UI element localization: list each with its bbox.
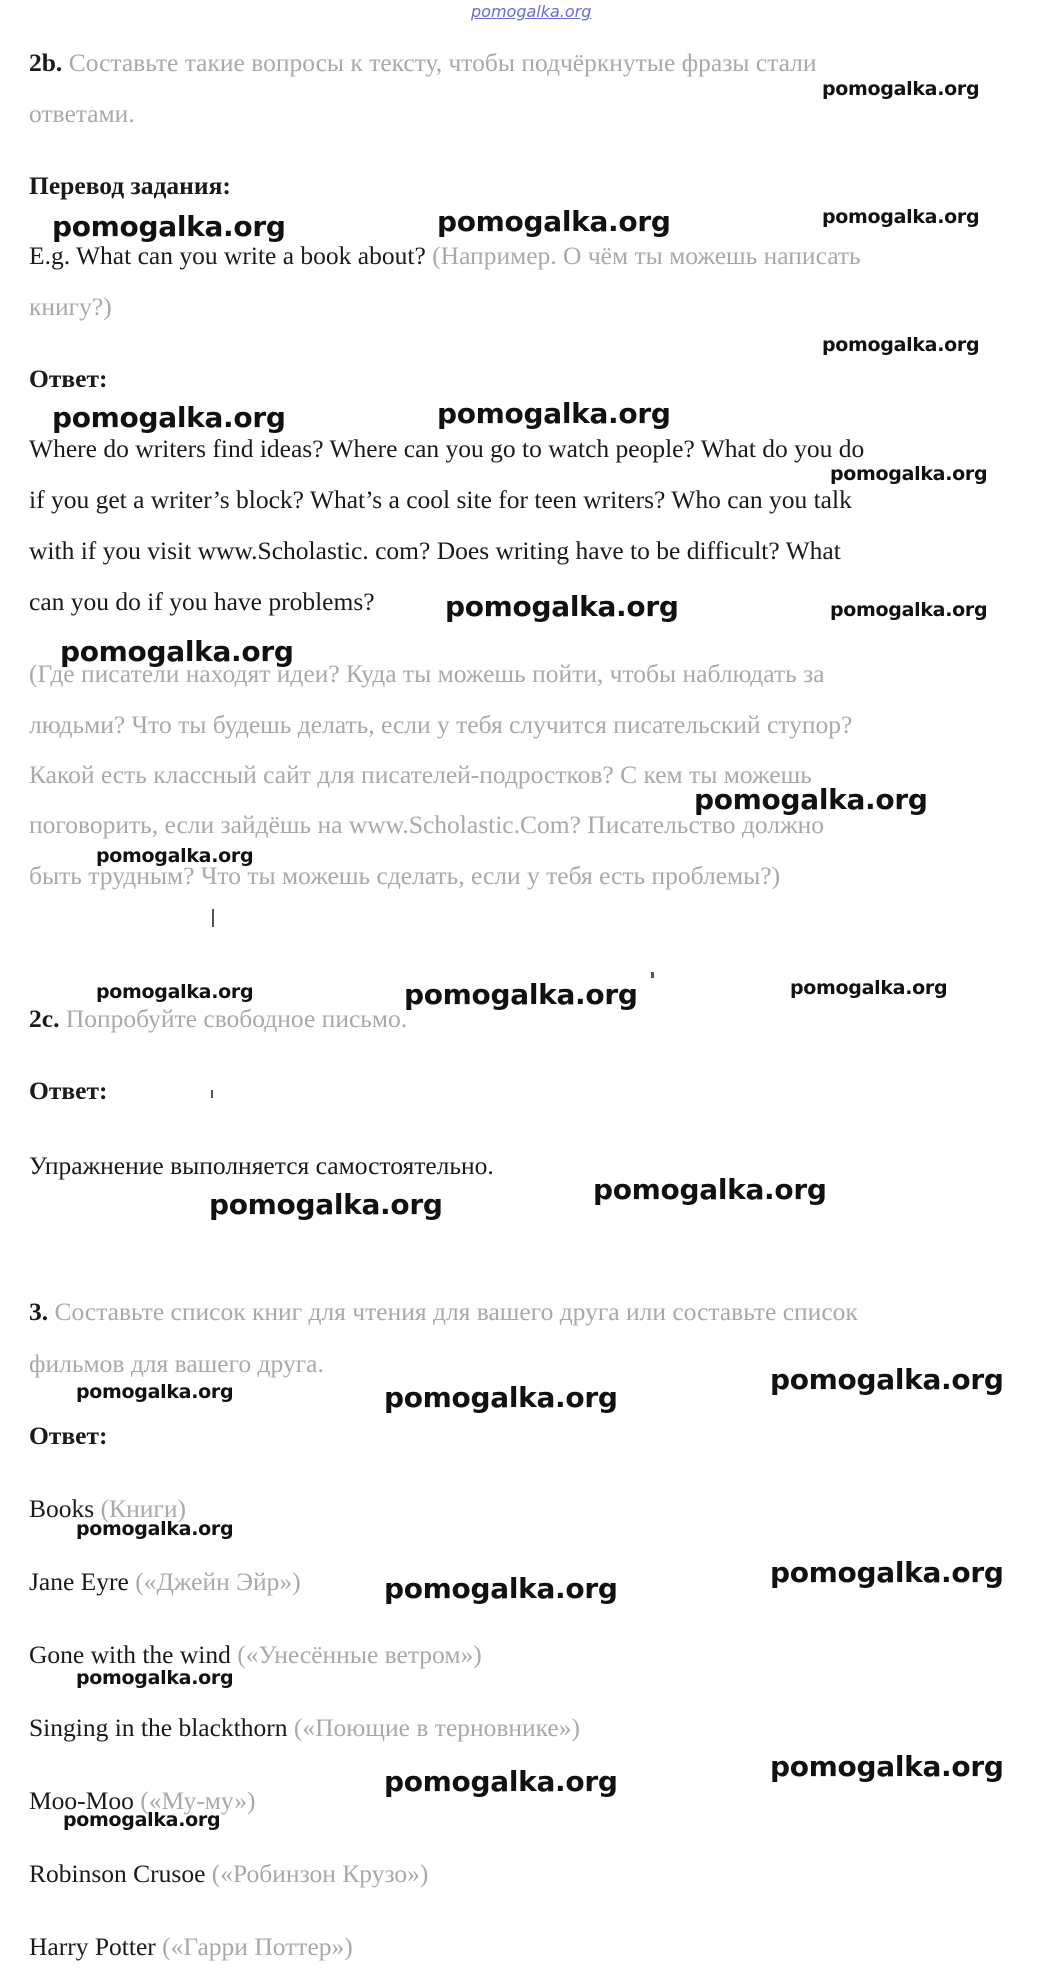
watermark: pomogalka.org	[76, 1667, 234, 1689]
watermark: pomogalka.org	[404, 978, 638, 1011]
item-en: Singing in the blackthorn	[29, 1713, 288, 1742]
example-line	[29, 243, 861, 269]
scan-speck	[212, 909, 214, 927]
task-3-instruction	[29, 1299, 858, 1325]
watermark: pomogalka.org	[384, 1765, 618, 1798]
example-en: E.g. What can you write a book about?	[29, 241, 426, 270]
watermark: pomogalka.org	[209, 1188, 443, 1221]
item-en: Books	[29, 1494, 95, 1523]
watermark: pomogalka.org	[770, 1556, 1004, 1589]
watermark: pomogalka.org	[437, 397, 671, 430]
answer-en-line: if you get a writer’s block? What’s a cool site for teen writers? Who can you talk	[29, 485, 852, 514]
item-ru: («Му-му»)	[140, 1786, 256, 1815]
task-3-instruction-cont: фильмов для вашего друга.	[29, 1349, 324, 1378]
watermark: pomogalka.org	[822, 78, 980, 100]
task-2b-instruction	[29, 50, 817, 76]
item-ru: («Робинзон Крузо»)	[211, 1859, 429, 1888]
task-number: 2c.	[29, 1004, 60, 1033]
answer-en-line: with if you visit www.Scholastic. com? Does writing have to be difficult? What	[29, 536, 841, 565]
answer-heading-3: Ответ:	[29, 1421, 108, 1450]
list-item	[29, 1715, 580, 1741]
watermark: pomogalka.org	[770, 1750, 1004, 1783]
watermark: pomogalka.org	[830, 463, 988, 485]
item-en: Jane Eyre	[29, 1567, 129, 1596]
item-ru: («Джейн Эйр»)	[135, 1567, 301, 1596]
instruction-text: Попробуйте свободное письмо.	[65, 1004, 408, 1033]
answer-ru-line: людьми? Что ты будешь делать, если у тебя случится писательский ступор?	[29, 710, 853, 739]
watermark: pomogalka.org	[822, 334, 980, 356]
watermark: pomogalka.org	[384, 1381, 618, 1414]
item-ru: («Унесённые ветром»)	[237, 1640, 482, 1669]
list-item	[29, 1934, 353, 1960]
watermark: pomogalka.org	[96, 981, 254, 1003]
item-en: Moo-Moo	[29, 1786, 134, 1815]
example-ru-cont: книгу?)	[29, 292, 112, 321]
answer-ru-line: поговорить, если зайдёшь на www.Scholastic.Com? Писательство должно	[29, 810, 825, 839]
watermark: pomogalka.org	[790, 977, 948, 999]
answer-text-2c: Упражнение выполняется самостоятельно.	[29, 1151, 494, 1180]
answer-en-line: can you do if you have problems?	[29, 587, 375, 616]
watermark: pomogalka.org	[52, 401, 286, 434]
watermark: pomogalka.org	[694, 783, 928, 816]
item-ru: («Гарри Поттер»)	[162, 1932, 353, 1961]
answer-en-line: Where do writers find ideas? Where can you go to watch people? What do you do	[29, 434, 865, 463]
answer-ru-line: Какой есть классный сайт для писателей-подростков? С кем ты можешь	[29, 760, 812, 789]
watermark: pomogalka.org	[76, 1518, 234, 1540]
item-en: Harry Potter	[29, 1932, 156, 1961]
answer-heading-2b: Ответ:	[29, 364, 108, 393]
translation-heading: Перевод задания:	[29, 171, 231, 200]
watermark: pomogalka.org	[96, 845, 254, 867]
watermark: pomogalka.org	[445, 590, 679, 623]
task-number: 2b.	[29, 48, 63, 77]
answer-ru-line: (Где писатели находят идеи? Куда ты можешь пойти, чтобы наблюдать за	[29, 659, 825, 688]
instruction-text: Составьте такие вопросы к тексту, чтобы подчёркнутые фразы стали	[68, 48, 817, 77]
instruction-text: Составьте список книг для чтения для вашего друга или составьте список	[54, 1297, 858, 1326]
answer-heading-2c: Ответ:	[29, 1076, 108, 1105]
item-ru: («Поющие в терновнике»)	[293, 1713, 580, 1742]
list-item	[29, 1569, 301, 1595]
watermark: pomogalka.org	[437, 205, 671, 238]
item-ru: (Книги)	[100, 1494, 186, 1523]
watermark: pomogalka.org	[76, 1381, 234, 1403]
task-number: 3.	[29, 1297, 49, 1326]
watermark: pomogalka.org	[384, 1572, 618, 1605]
scan-speck	[211, 1090, 213, 1098]
answer-ru-line: быть трудным? Что ты можешь сделать, если у тебя есть проблемы?)	[29, 861, 781, 890]
list-item	[29, 1642, 482, 1668]
scan-speck	[651, 972, 654, 978]
item-en: Gone with the wind	[29, 1640, 231, 1669]
watermark: pomogalka.org	[593, 1173, 827, 1206]
item-en: Robinson Crusoe	[29, 1859, 206, 1888]
list-item	[29, 1861, 428, 1887]
watermark: pomogalka.org	[830, 599, 988, 621]
watermark: pomogalka.org	[63, 1809, 221, 1831]
watermark: pomogalka.org	[770, 1363, 1004, 1396]
example-ru: (Например. О чём ты можешь написать	[432, 241, 861, 270]
task-2c-instruction	[29, 1006, 407, 1032]
top-watermark-link[interactable]: pomogalka.org	[471, 2, 592, 21]
watermark: pomogalka.org	[60, 635, 294, 668]
watermark: pomogalka.org	[822, 206, 980, 228]
watermark: pomogalka.org	[52, 210, 286, 243]
task-2b-instruction-cont: ответами.	[29, 99, 135, 128]
